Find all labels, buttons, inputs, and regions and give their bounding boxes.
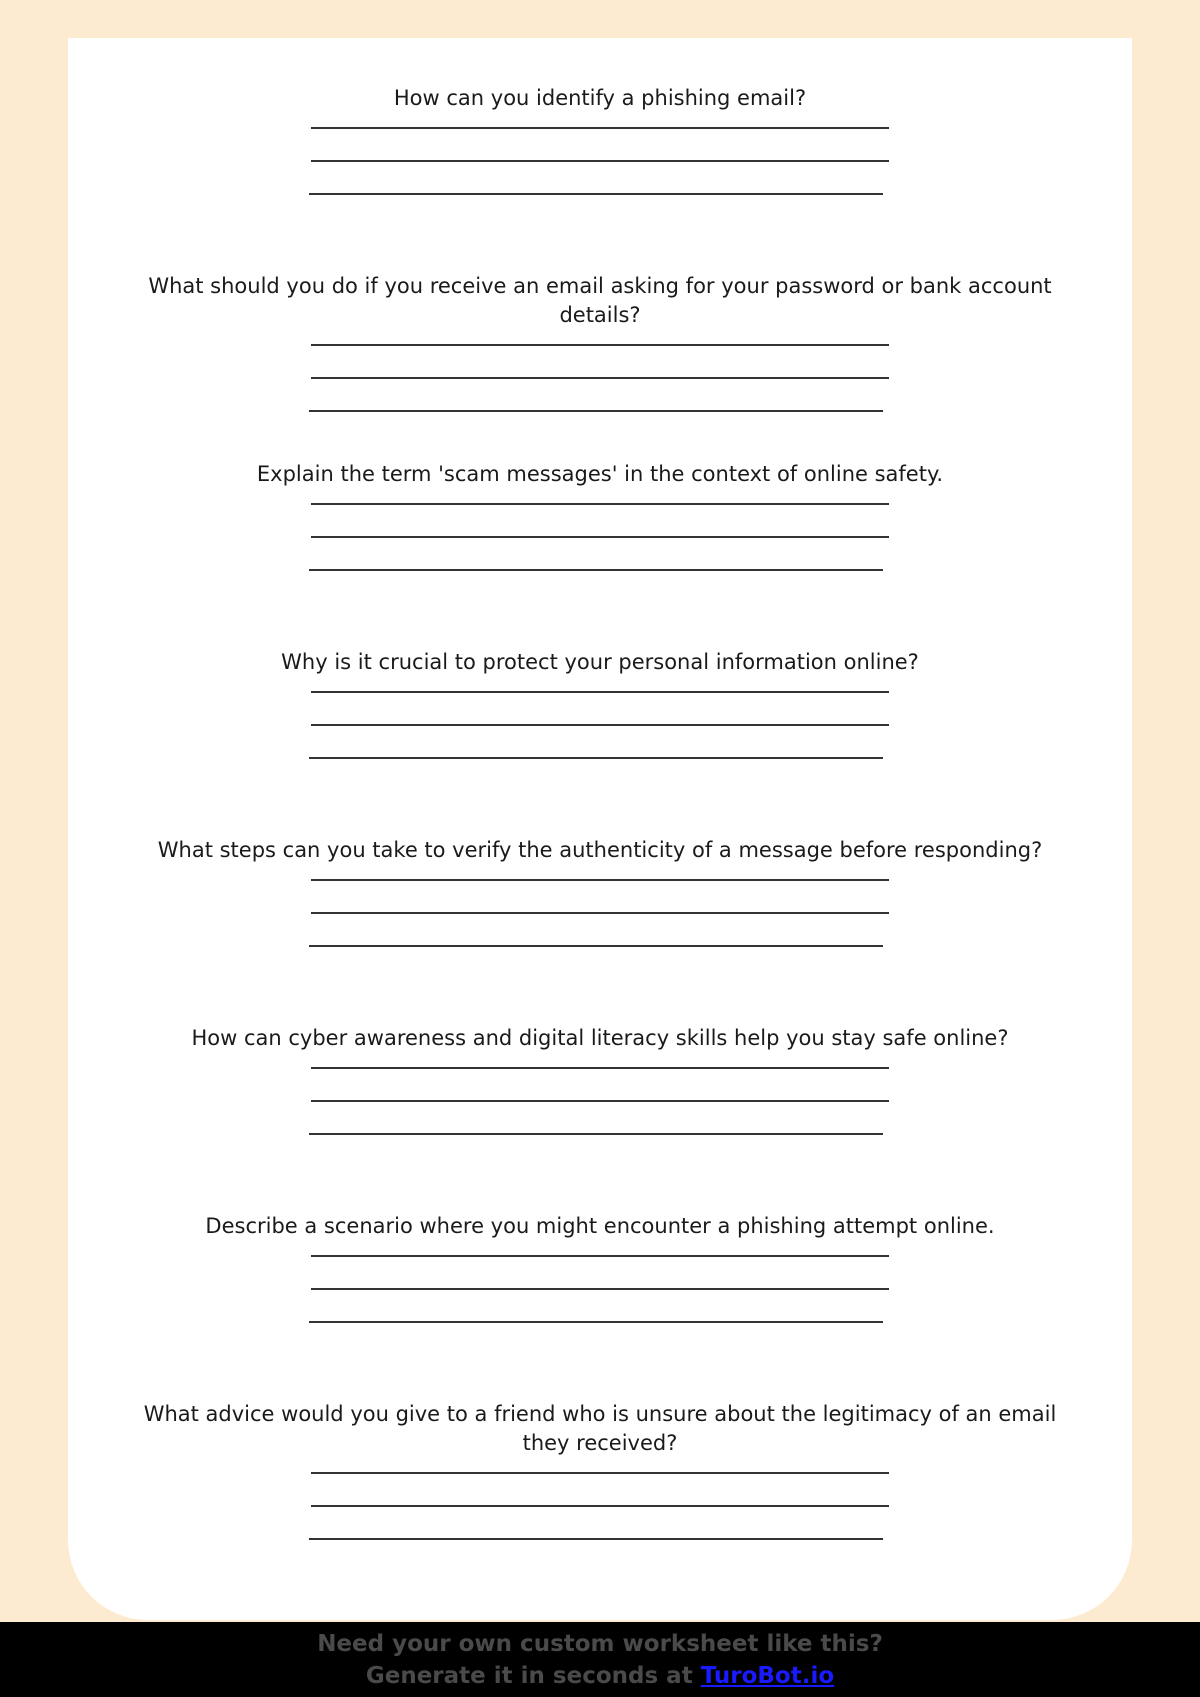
answer-line[interactable] xyxy=(311,1255,889,1257)
answer-line[interactable] xyxy=(311,691,889,693)
answer-line[interactable] xyxy=(311,160,889,162)
question-6 xyxy=(68,1024,1132,1166)
answer-line[interactable] xyxy=(311,127,889,129)
question-text: What steps can you take to verify the authenticity of a message before responding? xyxy=(157,838,1043,862)
footer-line-1: Need your own custom worksheet like this? xyxy=(317,1631,883,1657)
answer-lines xyxy=(68,503,1132,571)
footer-line-2-prefix: Generate it in seconds at xyxy=(365,1663,701,1689)
answer-line[interactable] xyxy=(311,377,889,379)
answer-line[interactable] xyxy=(309,410,883,412)
answer-line[interactable] xyxy=(311,724,889,726)
question-text: Why is it crucial to protect your personal information online? xyxy=(281,650,919,674)
answer-lines xyxy=(68,879,1132,947)
answer-lines xyxy=(68,1067,1132,1135)
answer-lines xyxy=(68,1255,1132,1323)
question-7 xyxy=(68,1212,1132,1354)
question-text: How can you identify a phishing email? xyxy=(393,86,807,110)
question-text: What advice would you give to a friend who is unsure about the legitimacy of an email they received? xyxy=(143,1402,1057,1455)
answer-line[interactable] xyxy=(311,344,889,346)
answer-line[interactable] xyxy=(311,503,889,505)
answer-line[interactable] xyxy=(309,569,883,571)
question-4 xyxy=(68,648,1132,790)
answer-line[interactable] xyxy=(311,1067,889,1069)
answer-line[interactable] xyxy=(309,1321,883,1323)
question-8 xyxy=(68,1400,1132,1571)
answer-line[interactable] xyxy=(311,1100,889,1102)
question-text: What should you do if you receive an email asking for your password or bank account details? xyxy=(148,274,1052,327)
question-text: How can cyber awareness and digital literacy skills help you stay safe online? xyxy=(191,1026,1009,1050)
worksheet-sheet xyxy=(68,38,1132,1620)
answer-line[interactable] xyxy=(309,757,883,759)
footer-line-2 xyxy=(0,1660,1200,1692)
answer-line[interactable] xyxy=(311,912,889,914)
answer-line[interactable] xyxy=(311,1505,889,1507)
question-1 xyxy=(68,84,1132,226)
question-text: Explain the term 'scam messages' in the context of online safety. xyxy=(256,462,944,486)
answer-lines xyxy=(68,344,1132,412)
question-5 xyxy=(68,836,1132,978)
answer-lines xyxy=(68,691,1132,759)
answer-line[interactable] xyxy=(311,536,889,538)
turobot-link[interactable]: TuroBot.io xyxy=(700,1663,835,1689)
answer-line[interactable] xyxy=(311,1288,889,1290)
answer-lines xyxy=(68,127,1132,195)
answer-lines xyxy=(68,1472,1132,1540)
promo-footer xyxy=(0,1622,1200,1697)
answer-line[interactable] xyxy=(309,945,883,947)
answer-line[interactable] xyxy=(309,1538,883,1540)
question-3 xyxy=(68,460,1132,602)
question-text: Describe a scenario where you might encounter a phishing attempt online. xyxy=(205,1214,995,1238)
answer-line[interactable] xyxy=(311,879,889,881)
answer-line[interactable] xyxy=(309,1133,883,1135)
answer-line[interactable] xyxy=(309,193,883,195)
question-2 xyxy=(68,272,1132,443)
answer-line[interactable] xyxy=(311,1472,889,1474)
